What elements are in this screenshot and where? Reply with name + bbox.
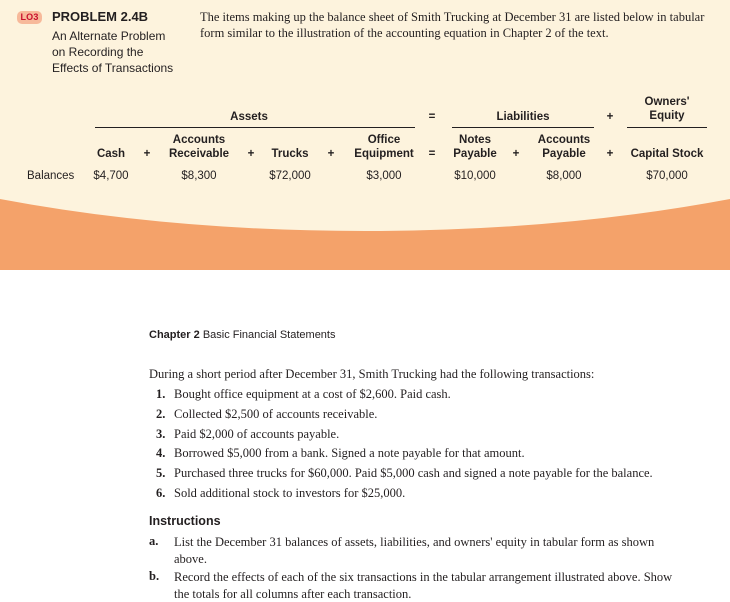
- chapter-header: [149, 329, 335, 341]
- list-item: [156, 466, 653, 481]
- balance-trucks: $72,000: [269, 170, 311, 182]
- list-item-text: Purchased three trucks for $60,000. Paid $5,000 cash and signed a note payable for the balance.: [174, 466, 653, 480]
- problem-subtitle: [52, 28, 173, 76]
- equals-sign: =: [428, 148, 436, 160]
- column-header-cash: Cash: [96, 148, 126, 160]
- instruction-letter: a.: [149, 534, 159, 548]
- list-item-number: 2.: [156, 407, 166, 421]
- owners-equity-header-line1: Owners': [644, 96, 690, 108]
- instruction-letter: b.: [149, 569, 160, 583]
- plus-sign: +: [606, 148, 614, 160]
- instruction-text: Record the effects of each of the six transactions in the tabular arrangement illustrated above. Show the totals for all columns after each transaction.: [174, 570, 673, 601]
- decorative-band: [0, 198, 730, 270]
- liabilities-group-header: Liabilities: [496, 111, 550, 123]
- balance-capital-stock: $70,000: [646, 170, 688, 182]
- owners-equity-header-line2: Equity: [649, 110, 685, 122]
- list-item-text: Paid $2,000 of accounts payable.: [174, 427, 340, 441]
- plus-sign: +: [606, 111, 614, 123]
- column-header-accounts-payable-line1: Accounts: [537, 134, 591, 146]
- instructions-heading: Instructions: [149, 514, 221, 528]
- list-item-text: Bought office equipment at a cost of $2,600. Paid cash.: [174, 387, 451, 401]
- learning-objective-badge: LO3: [17, 11, 42, 24]
- problem-intro: The items making up the balance sheet of Smith Trucking at December 31 are listed below in tabular form similar to the illustration of the accounting equation in Chapter 2 of the text.: [200, 10, 705, 40]
- balance-accounts-payable: $8,000: [546, 170, 582, 182]
- column-header-accounts-receivable-line2: Receivable: [168, 148, 230, 160]
- column-header-notes-payable-line1: Notes: [459, 134, 491, 146]
- column-header-office-equipment-line1: Office: [367, 134, 401, 146]
- subtitle-line: An Alternate Problem: [52, 29, 166, 43]
- equity-rule: [627, 127, 707, 128]
- plus-sign: +: [143, 148, 151, 160]
- column-header-notes-payable-line2: Payable: [453, 148, 497, 160]
- list-item-number: 5.: [156, 466, 166, 480]
- column-header-accounts-receivable-line1: Accounts: [172, 134, 226, 146]
- assets-rule: [95, 127, 415, 128]
- list-item: [156, 486, 405, 501]
- list-item: [156, 387, 451, 402]
- chapter-title: Basic Financial Statements: [202, 329, 336, 341]
- list-item-text: Collected $2,500 of accounts receivable.: [174, 407, 378, 421]
- problem-title: PROBLEM 2.4B: [52, 9, 149, 24]
- list-item-number: 3.: [156, 427, 166, 441]
- wave-divider: [0, 197, 730, 237]
- subtitle-line: on Recording the: [52, 45, 144, 59]
- column-header-office-equipment-line2: Equipment: [354, 148, 414, 160]
- column-header-capital-stock: Capital Stock: [630, 148, 704, 160]
- instruction-text: List the December 31 balances of assets, liabilities, and owners' equity in tabular form as shown above.: [174, 535, 655, 566]
- equals-sign: =: [428, 111, 436, 123]
- balance-cash: $4,700: [93, 170, 129, 182]
- list-item-number: 6.: [156, 486, 166, 500]
- plus-sign: +: [327, 148, 335, 160]
- list-item-number: 1.: [156, 387, 166, 401]
- list-item-number: 4.: [156, 446, 166, 460]
- column-header-trucks: Trucks: [271, 148, 309, 160]
- row-label-balances: Balances: [27, 170, 75, 182]
- list-item: [156, 446, 525, 461]
- list-item-text: Borrowed $5,000 from a bank. Signed a note payable for that amount.: [174, 446, 525, 460]
- plus-sign: +: [247, 148, 255, 160]
- liabilities-rule: [452, 127, 594, 128]
- plus-sign: +: [512, 148, 520, 160]
- list-item: [156, 427, 339, 442]
- column-header-accounts-payable-line2: Payable: [542, 148, 586, 160]
- page-gap: [0, 270, 730, 282]
- chapter-label: Chapter 2: [149, 329, 200, 341]
- list-item: [156, 407, 377, 422]
- transactions-lead: During a short period after December 31, Smith Trucking had the following transactions:: [149, 367, 595, 381]
- balance-notes-payable: $10,000: [454, 170, 496, 182]
- assets-group-header: Assets: [230, 111, 268, 123]
- balance-accounts-receivable: $8,300: [181, 170, 217, 182]
- subtitle-line: Effects of Transactions: [52, 61, 174, 75]
- list-item-text: Sold additional stock to investors for $25,000.: [174, 486, 406, 500]
- balance-office-equipment: $3,000: [366, 170, 402, 182]
